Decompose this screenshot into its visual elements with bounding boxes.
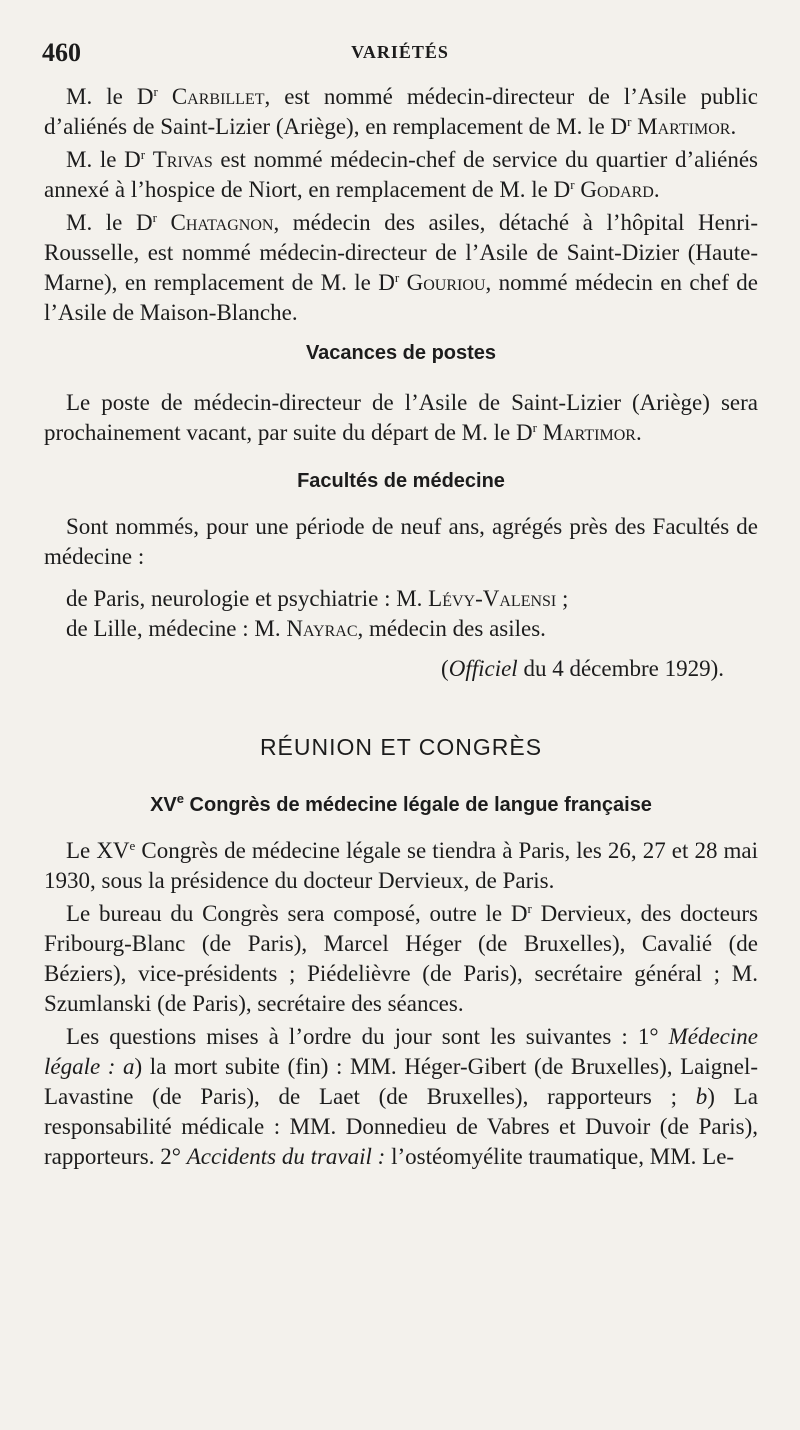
- congress-paragraph: Les questions mises à l’ordre du jour sont les suivantes : 1° Médecine légale : a) la mort subite (fin) : MM. Héger-Gibert (de Bruxelles), Laignel-Lavastine (de Paris), de Laet (de Bruxelles), rapporteurs ; b) La responsabilité médicale : MM. Donnedieu de Vabres et Duvoir (de Paris), rapporteurs. 2° Accidents du travail : l’ostéomyélite traumatique, MM. Le-: [44, 1024, 758, 1169]
- person-name: Godard: [580, 177, 654, 202]
- vacancy-paragraph: Le poste de médecin-directeur de l’Asile de Saint-Lizier (Ariège) sera prochainement vacant, par suite du départ de M. le $D^r$ Martimor.: [44, 390, 758, 445]
- nomination-paragraph: M. le $D^r$ Chatagnon, médecin des asiles, détaché à l’hôpital Henri-Rousselle, est nommé médecin-directeur de l’Asile de Saint-Dizier (Haute-Marne), en remplacement de M. le $D^r$ Gouriou, nommé médecin en chef de l’Asile de Maison-Blanche.: [44, 210, 759, 325]
- person-name: Trivas: [152, 147, 213, 172]
- faculty-line: de Lille, médecine : M. Nayrac, médecin des asiles.: [66, 616, 546, 641]
- nomination-paragraph: M. le $D^r$ Carbillet, est nommé médecin-directeur de l’Asile public d’aliénés de Saint-Lizier (Ariège), en remplacement de M. le $D^r$ Martimor.: [44, 84, 758, 139]
- page-number: 460: [42, 38, 81, 67]
- section-title-reunion: RÉUNION ET CONGRÈS: [259, 734, 543, 760]
- congress-paragraph: Le bureau du Congrès sera composé, outre le $D^r$ Dervieux, des docteurs Fribourg-Blanc (de Paris), Marcel Héger (de Bruxelles), Cavalié (de Béziers), vice-présidents ; Piédelièvre (de Paris), secrétaire général ; M. Szumlanski (de Paris), secrétaire des séances.: [44, 901, 758, 1016]
- source-citation: (Officiel du 4 décembre 1929).: [441, 656, 724, 681]
- page-content: [44, 82, 758, 1172]
- congress-heading: XVe Congrès de médecine légale de langue française: [150, 791, 652, 816]
- faculty-intro: Sont nommés, pour une période de neuf ans, agrégés près des Facultés de médecine :: [44, 514, 758, 569]
- person-name: Gouriou: [406, 270, 486, 295]
- section-heading-vacances: Vacances de postes: [305, 342, 497, 364]
- person-name: Chatagnon: [170, 210, 274, 235]
- page-header: [42, 38, 758, 72]
- person-name: Martimor: [542, 420, 636, 445]
- person-name: Martimor: [637, 114, 731, 139]
- running-title: VARIÉTÉS: [351, 42, 449, 62]
- nomination-paragraph: M. le $D^r$ Trivas est nommé médecin-chef de service du quartier d’aliénés annexé à l’hospice de Niort, en remplacement de M. le $D^r$ Godard.: [44, 147, 758, 202]
- faculty-line: de Paris, neurologie et psychiatrie : M. Lévy-Valensi ;: [66, 586, 569, 611]
- congress-paragraph: Le XVe Congrès de médecine légale se tiendra à Paris, les 26, 27 et 28 mai 1930, sous la présidence du docteur Dervieux, de Paris.: [44, 838, 758, 893]
- person-name: Nayrac: [286, 616, 358, 641]
- person-name: Carbillet: [171, 84, 265, 109]
- person-name: Lévy-Valensi: [428, 586, 557, 611]
- section-heading-facultes: Facultés de médecine: [297, 470, 505, 492]
